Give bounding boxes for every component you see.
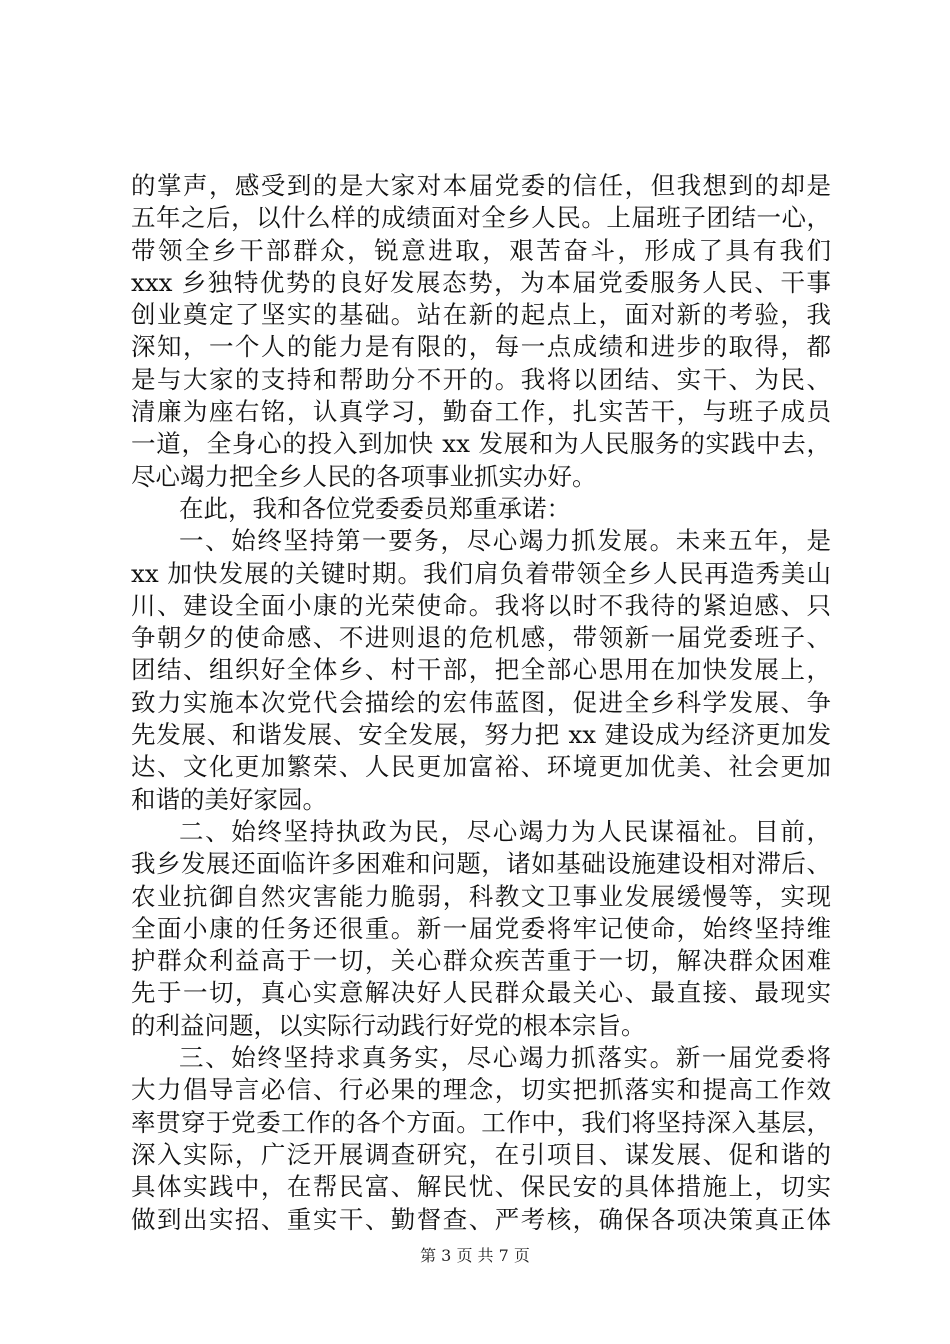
page-footer: 第 3 页 共 7 页 <box>420 1246 530 1265</box>
text-line: 和谐的美好家园。 <box>131 784 327 814</box>
text-line: 团结、组织好全体乡、村干部，把全部心思用在加快发展上， <box>131 655 831 685</box>
text-line: 五年之后，以什么样的成绩面对全乡人民。上届班子团结一心， <box>131 203 831 233</box>
text-line: 先发展、和谐发展、安全发展，努力把 xx 建设成为经济更加发 <box>131 720 831 750</box>
text-line: 创业奠定了坚实的基础。站在新的起点上，面对新的考验，我 <box>131 300 831 330</box>
text-line: 的掌声，感受到的是大家对本届党委的信任，但我想到的却是 <box>131 171 831 200</box>
text-line: 护群众利益高于一切，关心群众疾苦重于一切，解决群众困难 <box>131 946 831 976</box>
text-line: 一道，全身心的投入到加快 xx 发展和为人民服务的实践中去， <box>131 429 831 459</box>
text-line: 是与大家的支持和帮助分不开的。我将以团结、实干、为民、 <box>131 364 831 394</box>
text-line: 达、文化更加繁荣、人民更加富裕、环境更加优美、社会更加 <box>131 752 831 782</box>
text-line: 在此，我和各位党委委员郑重承诺： <box>179 493 571 523</box>
text-line: 做到出实招、重实干、勤督查、严考核，确保各项决策真正体 <box>131 1204 831 1234</box>
text-line: 川、建设全面小康的光荣使命。我将以时不我待的紧迫感、只 <box>131 590 831 620</box>
text-line: 深知，一个人的能力是有限的，每一点成绩和进步的取得，都 <box>131 332 831 362</box>
text-line: 致力实施本次党代会描绘的宏伟蓝图，促进全乡科学发展、争 <box>131 687 831 717</box>
text-line: 带领全乡干部群众，锐意进取，艰苦奋斗，形成了具有我们 <box>131 235 831 265</box>
text-line: 清廉为座右铭，认真学习，勤奋工作，扎实苦干，与班子成员 <box>131 397 831 427</box>
text-line: 尽心竭力把全乡人民的各项事业抓实办好。 <box>131 461 597 491</box>
text-line: 全面小康的任务还很重。新一届党委将牢记使命，始终坚持维 <box>131 913 831 943</box>
text-line: 大力倡导言必信、行必果的理念，切实把抓落实和提高工作效 <box>131 1075 831 1105</box>
text-line: 一、始终坚持第一要务，尽心竭力抓发展。未来五年，是 <box>179 526 831 556</box>
document-body <box>131 170 831 1236</box>
text-line: 具体实践中，在帮民富、解民忧、保民安的具体措施上，切实 <box>131 1172 831 1202</box>
text-line: 的利益问题，以实际行动践行好党的根本宗旨。 <box>131 1010 646 1040</box>
text-line: 深入实际，广泛开展调查研究，在引项目、谋发展、促和谐的 <box>131 1139 831 1169</box>
text-line: xx 加快发展的关键时期。我们肩负着带领全乡人民再造秀美山 <box>131 558 831 588</box>
text-line: 我乡发展还面临许多困难和问题，诸如基础设施建设相对滞后、 <box>131 849 831 879</box>
text-line: 率贯穿于党委工作的各个方面。工作中，我们将坚持深入基层， <box>131 1107 831 1137</box>
text-line: 三、始终坚持求真务实，尽心竭力抓落实。新一届党委将 <box>179 1043 831 1073</box>
text-line: 争朝夕的使命感、不进则退的危机感，带领新一届党委班子、 <box>131 623 831 653</box>
text-line: 二、始终坚持执政为民，尽心竭力为人民谋福祉。目前， <box>179 816 831 846</box>
text-line: 农业抗御自然灾害能力脆弱，科教文卫事业发展缓慢等，实现 <box>131 881 831 911</box>
text-line: xxx 乡独特优势的良好发展态势，为本届党委服务人民、干事 <box>131 267 831 297</box>
text-line: 先于一切，真心实意解决好人民群众最关心、最直接、最现实 <box>131 978 831 1008</box>
